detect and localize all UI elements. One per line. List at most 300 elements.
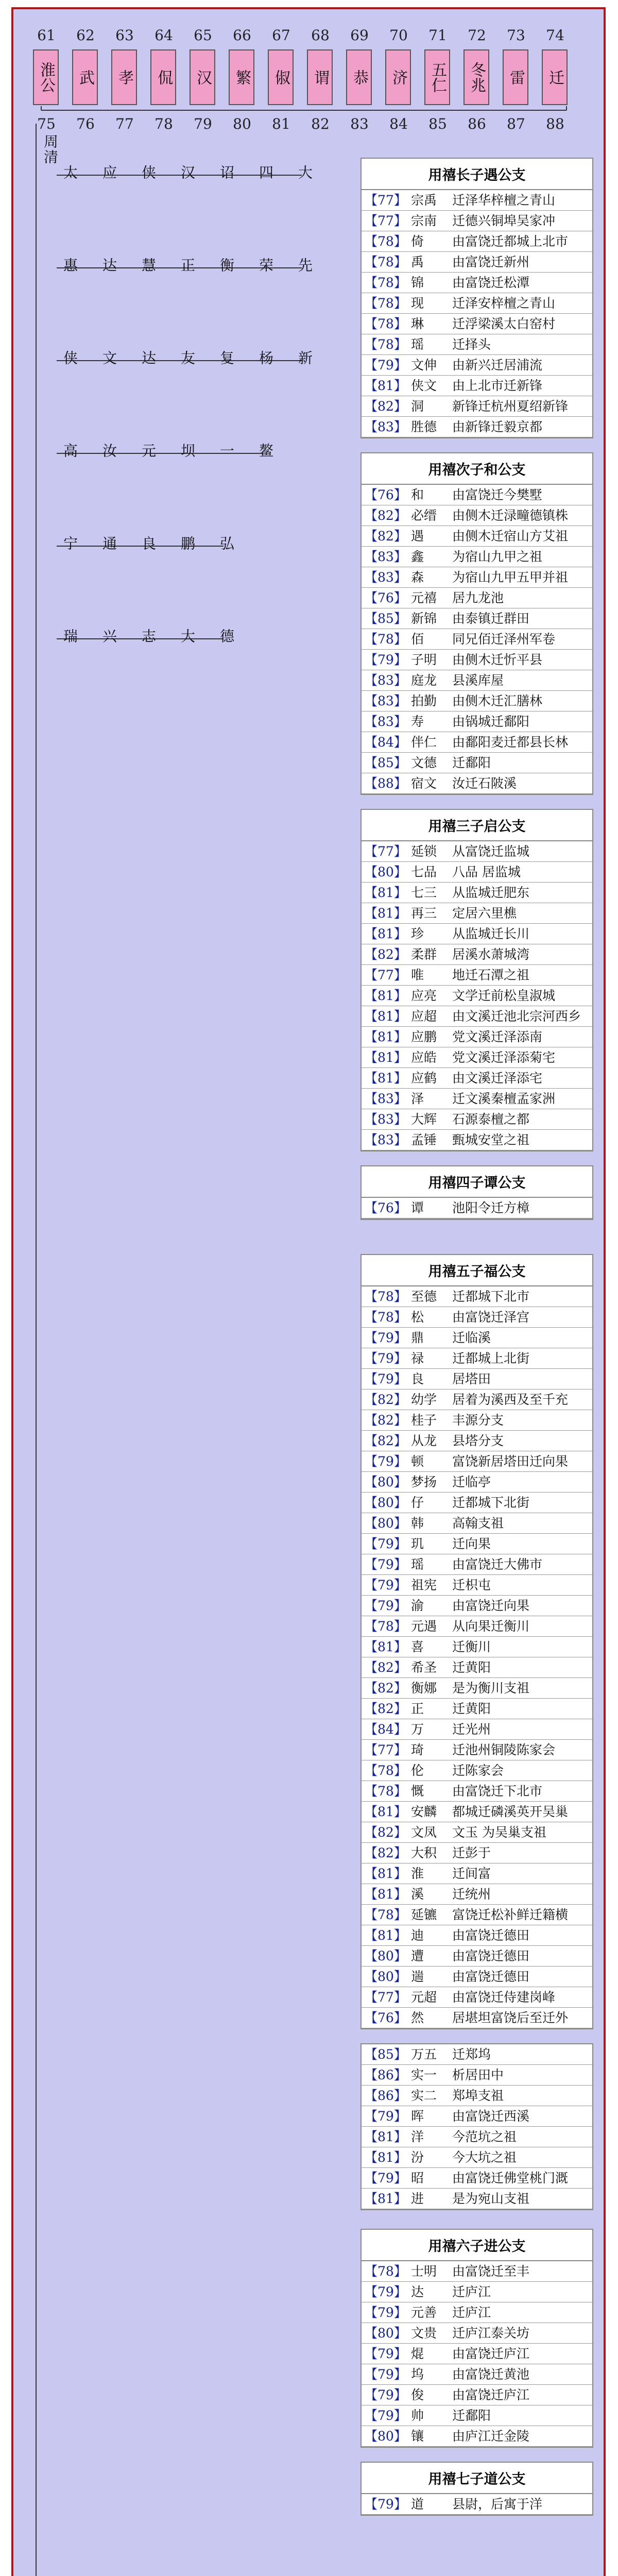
generation-code: 【85】	[365, 755, 407, 770]
person-name: 应超	[411, 1009, 437, 1024]
person-name: 达	[140, 350, 157, 366]
migration-note: 定居六里樵	[452, 906, 517, 921]
person-name: 宗南	[411, 213, 437, 228]
person-name: 伴仁	[411, 735, 437, 750]
branch-row	[362, 1596, 592, 1616]
migration-note: 迁池州铜陵陈家会	[452, 1742, 556, 1757]
person-name: 高	[61, 443, 78, 459]
person-name: 太	[61, 165, 78, 180]
branch-title: 用禧次子和公支	[362, 453, 592, 485]
person-name: 慨	[411, 1784, 424, 1799]
person-name: 诏	[218, 165, 235, 180]
migration-note: 文玉 为吴巢支祖	[452, 1825, 546, 1840]
branch-row	[362, 1554, 592, 1575]
person-name: 惠	[61, 258, 78, 273]
branch-row	[362, 2008, 592, 2028]
generation-code: 【81】	[365, 1009, 407, 1024]
branch-row	[362, 355, 592, 376]
migration-note: 由富饶迁黄池	[452, 2367, 530, 2382]
migration-note: 迁鄱阳	[452, 2408, 491, 2423]
generation-code: 【80】	[365, 1475, 407, 1489]
person-name: 大积	[411, 1845, 437, 1860]
branch-row	[362, 1218, 592, 1219]
migration-note: 迁德兴铜埠吴家冲	[452, 213, 556, 228]
person-name: 至德	[411, 1289, 437, 1304]
generation-code: 【79】	[365, 2284, 407, 2299]
person-name: 渝	[411, 1598, 424, 1613]
branch-row	[362, 1410, 592, 1431]
generation-code: 【81】	[365, 1866, 407, 1881]
person-name: 正	[411, 1701, 424, 1716]
branch-row	[362, 1699, 592, 1719]
person-name: 洞	[411, 399, 424, 414]
generation-number: 83	[350, 115, 369, 132]
migration-note: 从监城迁肥东	[452, 885, 530, 900]
generation-number: 87	[507, 115, 525, 132]
migration-note: 池阳令迁方樟	[452, 1200, 530, 1215]
person-name: 森	[411, 570, 424, 585]
branch-panel	[360, 2229, 593, 2448]
branch-row	[362, 567, 592, 588]
migration-note: 由富饶迁新州	[452, 255, 530, 269]
generation-code: 【79】	[365, 1371, 407, 1386]
generation-code: 【79】	[365, 2408, 407, 2423]
migration-note: 迁鄱阳	[452, 755, 491, 770]
branch-row	[362, 691, 592, 711]
person-name: 文	[100, 350, 117, 366]
migration-note: 居溪水萧城湾	[452, 947, 530, 962]
person-name: 元超	[411, 1990, 437, 2005]
migration-note: 八品 居监城	[452, 865, 521, 879]
branch-row	[362, 1513, 592, 1534]
branch-row	[362, 1130, 592, 1150]
generation-code: 【78】	[365, 632, 407, 647]
migration-note: 新锋迁杭州夏绍新锋	[452, 399, 569, 414]
migration-note: 汝迁石陂溪	[452, 776, 517, 791]
branch-row	[362, 526, 592, 547]
person-name: 汉	[179, 165, 196, 180]
branch-row	[362, 485, 592, 505]
person-name: 文凤	[411, 1825, 437, 1840]
person-name: 瑞	[61, 629, 78, 644]
branch-row	[362, 2127, 592, 2147]
branch-row	[362, 1863, 592, 1884]
branch-row	[362, 1987, 592, 2008]
branch-row	[362, 2086, 592, 2106]
generation-code: 【82】	[365, 1845, 407, 1860]
migration-note: 迁光州	[452, 1722, 491, 1737]
person-name: 遄	[411, 1969, 424, 1984]
branch-panel	[360, 2462, 593, 2516]
migration-note: 由富饶迁德田	[452, 1928, 530, 1943]
generation-code: 【78】	[365, 2264, 407, 2279]
branch-row	[362, 924, 592, 944]
generation-code: 【78】	[365, 1784, 407, 1799]
generation-code: 【79】	[365, 1536, 407, 1551]
migration-note: 迁泽华梓檀之青山	[452, 193, 556, 208]
generation-code: 【82】	[365, 1701, 407, 1716]
generation-code: 【81】	[365, 885, 407, 900]
person-name: 顿	[411, 1454, 424, 1469]
generation-code: 【81】	[365, 1804, 407, 1819]
migration-note: 丰源分支	[452, 1413, 504, 1428]
migration-note: 今范坑之祖	[452, 2129, 517, 2144]
migration-note: 由富饶迁德田	[452, 1948, 530, 1963]
migration-note: 由富饶迁西溪	[452, 2109, 530, 2124]
generation-code: 【77】	[365, 1990, 407, 2005]
branch-row	[362, 1198, 592, 1218]
migration-note: 迁彭于	[452, 1845, 491, 1860]
migration-note: 由富饶迁至丰	[452, 2264, 530, 2279]
person-name: 七品	[411, 865, 437, 879]
generation-code: 【79】	[365, 1557, 407, 1572]
branch-row	[362, 1678, 592, 1699]
migration-note: 党文溪迁泽添菊宅	[452, 1050, 556, 1065]
branch-panel	[360, 2043, 593, 2210]
lineage-ancestor: 孝	[111, 49, 137, 105]
lineage-ancestor: 济	[385, 49, 411, 105]
branch-row	[362, 1967, 592, 1987]
person-name: 通	[100, 536, 117, 551]
branch-row	[362, 293, 592, 314]
branch-title: 用禧四子谭公支	[362, 1166, 592, 1198]
lineage-ancestor: 汉	[190, 49, 215, 105]
person-name: 应鹏	[411, 1029, 437, 1044]
generation-code: 【86】	[365, 2088, 407, 2103]
migration-note: 同兄佰迁泽州军卷	[452, 632, 556, 647]
generation-code: 【83】	[365, 549, 407, 564]
migration-note: 石源泰檀之都	[452, 1112, 530, 1127]
generation-code: 【78】	[365, 296, 407, 311]
branch-row	[362, 1431, 592, 1451]
branch-row	[362, 2147, 592, 2168]
generation-code: 【81】	[365, 378, 407, 393]
person-name: 喜	[411, 1639, 424, 1654]
migration-note: 由文溪迁泽添宅	[452, 1071, 543, 1086]
generation-code: 【80】	[365, 1516, 407, 1531]
lineage-ancestor: 迁	[542, 49, 568, 105]
generation-number: 85	[428, 115, 447, 132]
person-name: 子明	[411, 652, 437, 667]
branch-row	[362, 1575, 592, 1596]
migration-note: 为宿山九甲五甲并祖	[452, 570, 569, 585]
generation-code: 【79】	[365, 358, 407, 372]
branch-row	[362, 417, 592, 437]
generation-code: 【78】	[365, 1310, 407, 1325]
person-name: 佰	[411, 632, 424, 647]
branch-row	[362, 1657, 592, 1678]
person-name: 梦扬	[411, 1475, 437, 1489]
generation-code: 【77】	[365, 1742, 407, 1757]
branch-row	[362, 1472, 592, 1493]
branch-row	[362, 2282, 592, 2302]
person-name: 鹏	[179, 536, 196, 551]
generation-number: 81	[272, 115, 290, 132]
migration-note: 由富饶迁德田	[452, 1969, 530, 1984]
branch-row	[362, 1905, 592, 1925]
branch-row	[362, 1286, 592, 1307]
person-name: 先	[296, 258, 313, 273]
branch-row	[362, 1451, 592, 1472]
person-name: 德	[218, 629, 235, 644]
person-name: 昭	[411, 2171, 424, 2185]
generation-number: 82	[311, 115, 330, 132]
migration-note: 迁向果	[452, 1536, 491, 1551]
branch-row	[362, 1068, 592, 1089]
generation-code: 【80】	[365, 1948, 407, 1963]
lineage-ancestor: 繁	[229, 49, 254, 105]
person-name: 四	[257, 165, 274, 180]
branch-row	[362, 2044, 592, 2065]
person-name: 溪	[411, 1887, 424, 1902]
branch-row	[362, 1047, 592, 1068]
migration-note: 从富饶迁监城	[452, 844, 530, 859]
migration-note: 党文溪迁泽添南	[452, 1029, 543, 1044]
person-name: 寿	[411, 714, 424, 729]
branch-row	[362, 190, 592, 211]
branch-row	[362, 1740, 592, 1760]
migration-note: 居塔田	[452, 1371, 491, 1386]
migration-note: 迁庐江	[452, 2284, 491, 2299]
branch-panel	[360, 452, 593, 795]
branch-row	[362, 1719, 592, 1740]
generation-code: 【81】	[365, 2150, 407, 2165]
person-name: 珍	[411, 926, 424, 941]
generation-number: 77	[115, 115, 134, 132]
generation-code: 【79】	[365, 1598, 407, 1613]
migration-note: 地迁石潭之祖	[452, 968, 530, 982]
branch-row	[362, 231, 592, 252]
branch-row	[362, 753, 592, 773]
generation-number: 70	[389, 27, 408, 44]
person-name: 再三	[411, 906, 437, 921]
migration-note: 居九龙池	[452, 590, 504, 605]
branch-row	[362, 608, 592, 629]
migration-note: 由上北市迁新锋	[452, 378, 543, 393]
generation-number: 79	[194, 115, 212, 132]
person-name: 衡	[218, 258, 235, 273]
migration-note: 迁庐江	[452, 2305, 491, 2320]
migration-note: 从向果迁衡川	[452, 1619, 530, 1634]
generation-code: 【78】	[365, 337, 407, 352]
branch-row	[362, 965, 592, 986]
generation-number: 63	[115, 27, 134, 44]
generation-number: 73	[507, 27, 525, 44]
generation-code: 【77】	[365, 844, 407, 859]
person-name: 衡娜	[411, 1681, 437, 1696]
generation-code: 【77】	[365, 193, 407, 208]
person-name: 志	[140, 629, 157, 644]
branch-row	[362, 547, 592, 567]
person-name: 兴	[100, 629, 117, 644]
lineage-ancestor: 雷	[503, 49, 528, 105]
person-name: 拍勤	[411, 693, 437, 708]
migration-note: 富饶迁松补鲜迁籍横	[452, 1907, 569, 1922]
generation-code: 【82】	[365, 1681, 407, 1696]
migration-note: 迁都城下北市	[452, 1289, 530, 1304]
generation-code: 【82】	[365, 947, 407, 962]
migration-note: 迁黄阳	[452, 1660, 491, 1675]
person-name: 侠	[61, 350, 78, 366]
person-name: 应	[100, 165, 117, 180]
generation-code: 【80】	[365, 1969, 407, 1984]
branch-row	[362, 1389, 592, 1410]
generation-number: 74	[546, 27, 564, 44]
generation-number: 65	[194, 27, 212, 44]
branch-title: 用禧五子福公支	[362, 1255, 592, 1286]
person-name: 文伸	[411, 358, 437, 372]
migration-note: 县尉，后寓于洋	[452, 2497, 543, 2512]
migration-note: 县塔分支	[452, 1433, 504, 1448]
branch-row	[362, 1925, 592, 1946]
generation-code: 【79】	[365, 652, 407, 667]
person-name: 万五	[411, 2047, 437, 2062]
branch-row	[362, 1781, 592, 1802]
person-name: 桂子	[411, 1413, 437, 1428]
migration-note: 迁临亭	[452, 1475, 491, 1489]
branch-row	[362, 2106, 592, 2127]
branch-row	[362, 1616, 592, 1637]
branch-row	[362, 732, 592, 753]
branch-row	[362, 1348, 592, 1369]
branch-row	[362, 2344, 592, 2364]
branch-row	[362, 1946, 592, 1967]
person-name: 必缙	[411, 508, 437, 523]
person-name: 帅	[411, 2408, 424, 2423]
migration-note: 迁庐江泰关坊	[452, 2326, 530, 2341]
person-name: 宿文	[411, 776, 437, 791]
generation-code: 【81】	[365, 1928, 407, 1943]
generation-number: 88	[546, 115, 564, 132]
person-name: 焜	[411, 2346, 424, 2361]
person-name: 琦	[411, 1742, 424, 1757]
generation-code: 【80】	[365, 2429, 407, 2444]
branch-row	[362, 273, 592, 293]
person-name: 士明	[411, 2264, 437, 2279]
generation-number: 80	[233, 115, 251, 132]
branch-row	[362, 841, 592, 862]
person-name: 延镳	[411, 1907, 437, 1922]
generation-code: 【79】	[365, 1454, 407, 1469]
migration-note: 居着为溪西及至千充	[452, 1392, 569, 1407]
generation-code: 【76】	[365, 590, 407, 605]
branch-row	[362, 670, 592, 691]
migration-note: 由富饶迁下北市	[452, 1784, 543, 1799]
person-name: 大	[179, 629, 196, 644]
branch-row	[362, 1802, 592, 1822]
migration-note: 迁文溪秦檀孟家洲	[452, 1091, 556, 1106]
migration-note: 由文溪迁池北宗河西乡	[452, 1009, 581, 1024]
migration-note: 迁黄阳	[452, 1701, 491, 1716]
person-name: 七三	[411, 885, 437, 900]
migration-note: 迁临溪	[452, 1330, 491, 1345]
branch-row	[362, 1369, 592, 1389]
person-name: 宗禹	[411, 193, 437, 208]
generation-code: 【80】	[365, 2326, 407, 2341]
generation-code: 【83】	[365, 693, 407, 708]
migration-note: 迁郑坞	[452, 2047, 491, 2062]
branch-row	[362, 1307, 592, 1328]
generation-code: 【76】	[365, 487, 407, 502]
branch-row	[362, 2168, 592, 2189]
generation-number: 71	[428, 27, 447, 44]
branch-panel	[360, 158, 593, 438]
branch-title: 用禧三子启公支	[362, 810, 592, 841]
branch-panel	[360, 1165, 593, 1220]
person-name: 瑶	[411, 1557, 424, 1572]
person-name: 大辉	[411, 1112, 437, 1127]
person-name: 晖	[411, 2109, 424, 2124]
branch-row	[362, 2261, 592, 2282]
branch-row	[362, 505, 592, 526]
person-name: 祖宪	[411, 1578, 437, 1592]
generation-code: 【82】	[365, 1413, 407, 1428]
branch-row	[362, 252, 592, 273]
branch-row	[362, 2385, 592, 2405]
person-name: 柔群	[411, 947, 437, 962]
person-name: 鑫	[411, 549, 424, 564]
branch-row	[362, 2065, 592, 2086]
migration-note: 迁都城上北街	[452, 1351, 530, 1366]
branch-row	[362, 1534, 592, 1554]
migration-note: 由富饶迁庐江	[452, 2346, 530, 2361]
generation-code: 【81】	[365, 1887, 407, 1902]
migration-note: 由侧木迁渌疃德镇株	[452, 508, 569, 523]
branch-title: 用禧长子遇公支	[362, 159, 592, 190]
generation-code: 【84】	[365, 1722, 407, 1737]
person-name: 坝	[179, 443, 196, 459]
migration-note: 今大坑之祖	[452, 2150, 517, 2165]
person-name: 仔	[411, 1495, 424, 1510]
migration-note: 迁陈家会	[452, 1763, 504, 1778]
generation-code: 【82】	[365, 1660, 407, 1675]
generation-code: 【83】	[365, 673, 407, 688]
lineage-ancestor: 谓	[307, 49, 333, 105]
person-name: 元遇	[411, 1619, 437, 1634]
branch-row	[362, 944, 592, 965]
generation-code: 【83】	[365, 1091, 407, 1106]
person-name: 然	[411, 2010, 424, 2025]
generation-number: 67	[272, 27, 290, 44]
person-name: 希圣	[411, 1660, 437, 1675]
person-name: 正	[179, 258, 196, 273]
generation-code: 【82】	[365, 1392, 407, 1407]
branch-row	[362, 1843, 592, 1863]
branch-row	[362, 2494, 592, 2515]
generation-code: 【79】	[365, 1578, 407, 1592]
generation-code: 【81】	[365, 2191, 407, 2206]
person-name: 洋	[411, 2129, 424, 2144]
generation-number: 62	[76, 27, 95, 44]
person-name: 元禧	[411, 590, 437, 605]
generation-number: 66	[233, 27, 251, 44]
generation-code: 【86】	[365, 2067, 407, 2082]
person-name: 松	[411, 1310, 424, 1325]
person-name: 荣	[257, 258, 274, 273]
branch-row	[362, 1027, 592, 1047]
migration-note: 高翰支祖	[452, 1516, 504, 1531]
migration-note: 由新锋迁毅京都	[452, 419, 543, 434]
person-name: 文贵	[411, 2326, 437, 2341]
person-name: 遇	[411, 529, 424, 544]
branch-row	[362, 2189, 592, 2209]
generation-number: 61	[37, 27, 56, 44]
branch-row	[362, 211, 592, 231]
migration-note: 迁浮梁溪太白窑村	[452, 316, 556, 331]
person-name: 泽	[411, 1091, 424, 1106]
person-name: 大	[296, 165, 313, 180]
person-name: 应鹤	[411, 1071, 437, 1086]
